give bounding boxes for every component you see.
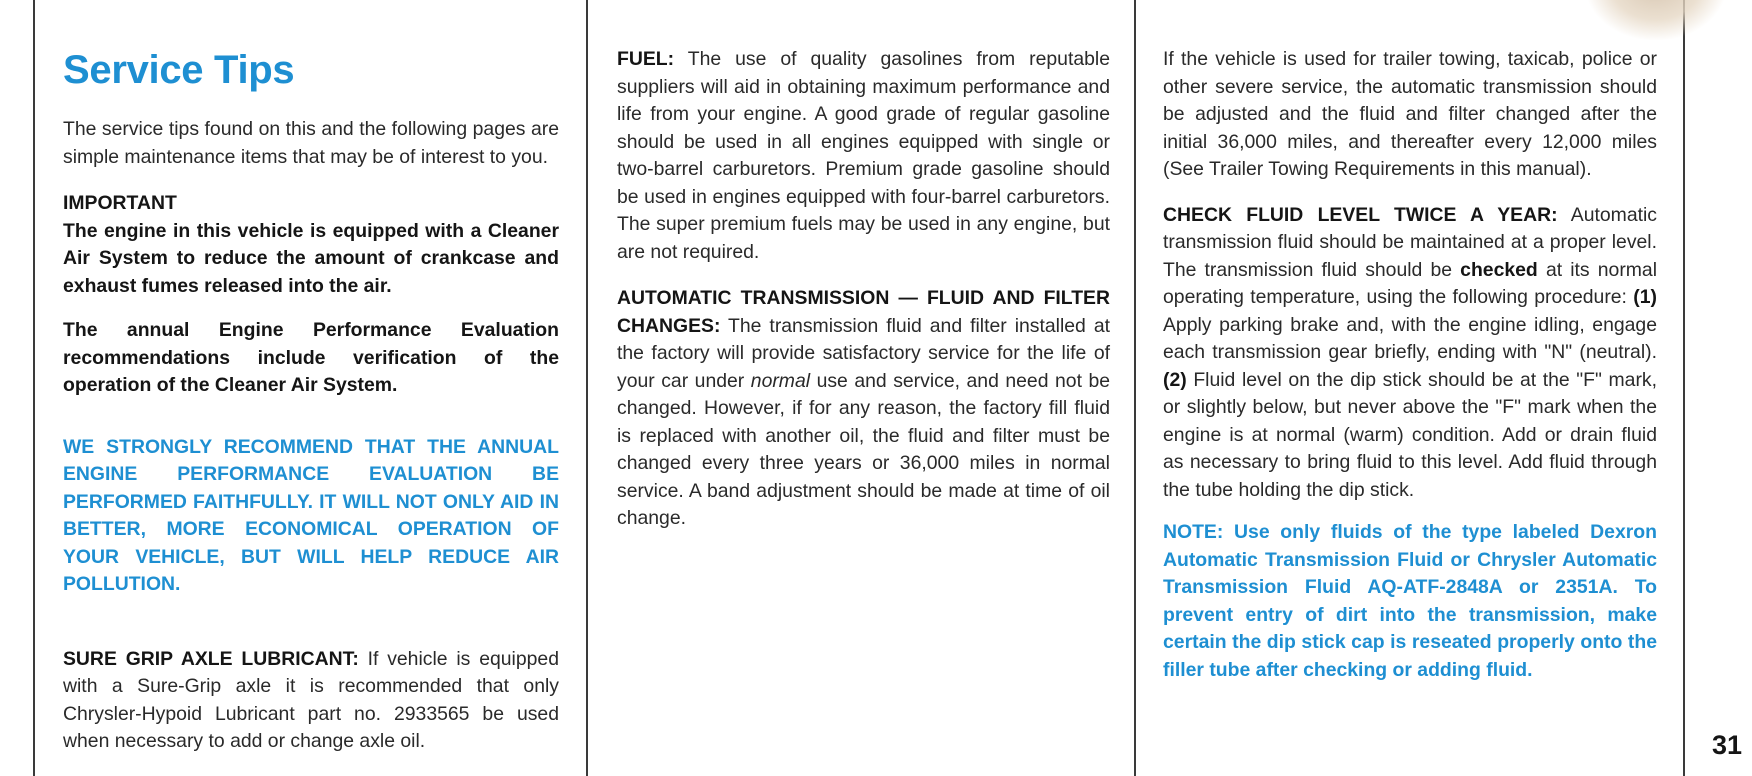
important-heading: IMPORTANT — [63, 192, 177, 214]
check-fluid-text-a: Automatic transmission fluid should be maintained at a proper level. The transmission fluid should be — [1163, 203, 1657, 281]
right-margin-rule — [1683, 0, 1685, 776]
check-fluid-text-b: at its normal operating temperature, using the following procedure: — [1163, 258, 1658, 308]
page-title: Service Tips — [63, 48, 295, 92]
column-1 — [63, 40, 559, 756]
check-fluid-heading: CHECK FLUID LEVEL TWICE A YEAR: — [1163, 203, 1558, 226]
left-page-rule — [33, 0, 35, 776]
transmission-paragraph — [617, 285, 1110, 533]
fuel-paragraph — [617, 46, 1110, 266]
page-number: 31 — [1711, 730, 1742, 760]
transmission-text-a: The transmission fluid and filter installed at the factory will provide satisfactory service for the life of your car under — [617, 314, 1110, 392]
step-2-number: (2) — [1163, 368, 1187, 391]
recommend-paragraph: WE STRONGLY RECOMMEND THAT THE ANNUAL ENGINE PERFORMANCE EVALUATION BE PERFORMED FAITHFULLY. IT WILL NOT ONLY AID IN BETTER, MORE ECONOMICAL OPERATION OF YOUR VEHICLE, BUT WILL HELP REDUCE AIR POLLUTION. — [63, 435, 559, 595]
fuel-text: The use of quality gasolines from reputable suppliers will aid in obtaining maximum performance and life from your engine. A good grade of regular gasoline should be used in all engines equipped with single or two-barrel carburetors. Premium grade gasoline should be used in engines equipped with four-barrel carburetors. The super premium fuels may be used in any engine, but are not required. — [617, 48, 1110, 263]
transmission-italic: normal — [750, 369, 811, 392]
column-rule-2 — [1134, 0, 1136, 776]
sure-grip-paragraph — [63, 646, 559, 756]
column-2 — [617, 40, 1110, 533]
step-1-number: (1) — [1633, 286, 1657, 308]
evaluation-paragraph: The annual Engine Performance Evaluation recommendations include verification of the operation of the Cleaner Air System. — [63, 319, 559, 396]
trailer-paragraph: If the vehicle is used for trailer towing, taxicab, police or other severe service, the automatic transmission should be adjusted and the fluid and filter changed after the initial 36,000 miles, and thereafter every 12,000 miles (See Trailer Towing Requirements in this manual). — [1163, 48, 1657, 180]
column-3 — [1163, 40, 1657, 684]
sure-grip-heading: SURE GRIP AXLE LUBRICANT: — [63, 647, 359, 670]
step-2-text: Fluid level on the dip stick should be at the "F" mark, or slightly below, but never above the "F" mark when the engine is at normal (warm) condition. Add or drain fluid as necessary to bring fluid to this level. Add fluid through the tube holding the dip stick. — [1163, 368, 1657, 501]
fuel-heading: FUEL: — [617, 48, 675, 70]
column-rule-1 — [586, 0, 588, 776]
check-fluid-paragraph — [1163, 202, 1657, 505]
sure-grip-text: If vehicle is equipped with a Sure-Grip axle it is recommended that only Chrysler-Hypoid Lubricant part no. 2933565 be used when necessary to add or change axle oil. — [63, 647, 559, 752]
note-paragraph: NOTE: Use only fluids of the type labeled Dexron Automatic Transmission Fluid or Chrysler Automatic Transmission Fluid AQ-ATF-2848A or 2351A. To prevent entry of dirt into the transmission, make certain the dip stick cap is reseated properly onto the filler tube after checking or adding fluid. — [1163, 521, 1657, 681]
step-1-text: Apply parking brake and, with the engine idling, engage each transmission gear briefly, ending with "N" (neutral). — [1163, 313, 1657, 363]
transmission-heading: AUTOMATIC TRANSMISSION — FLUID AND FILTER CHANGES: — [617, 287, 1110, 337]
intro-paragraph: The service tips found on this and the following pages are simple maintenance items that may be of interest to you. — [63, 118, 559, 168]
transmission-text-b: use and service, and need not be changed. However, if for any reason, the factory fill fluid is replaced with another oil, the fluid and filter must be changed every three years or 36,000 miles in normal service. A band adjustment should be made at time of oil change. — [617, 369, 1111, 529]
important-paragraph: The engine in this vehicle is equipped with a Cleaner Air System to reduce the amount of crankcase and exhaust fumes released into the air. — [63, 219, 559, 297]
page-corner-smudge — [1586, 0, 1726, 40]
check-fluid-bold: checked — [1460, 258, 1538, 281]
